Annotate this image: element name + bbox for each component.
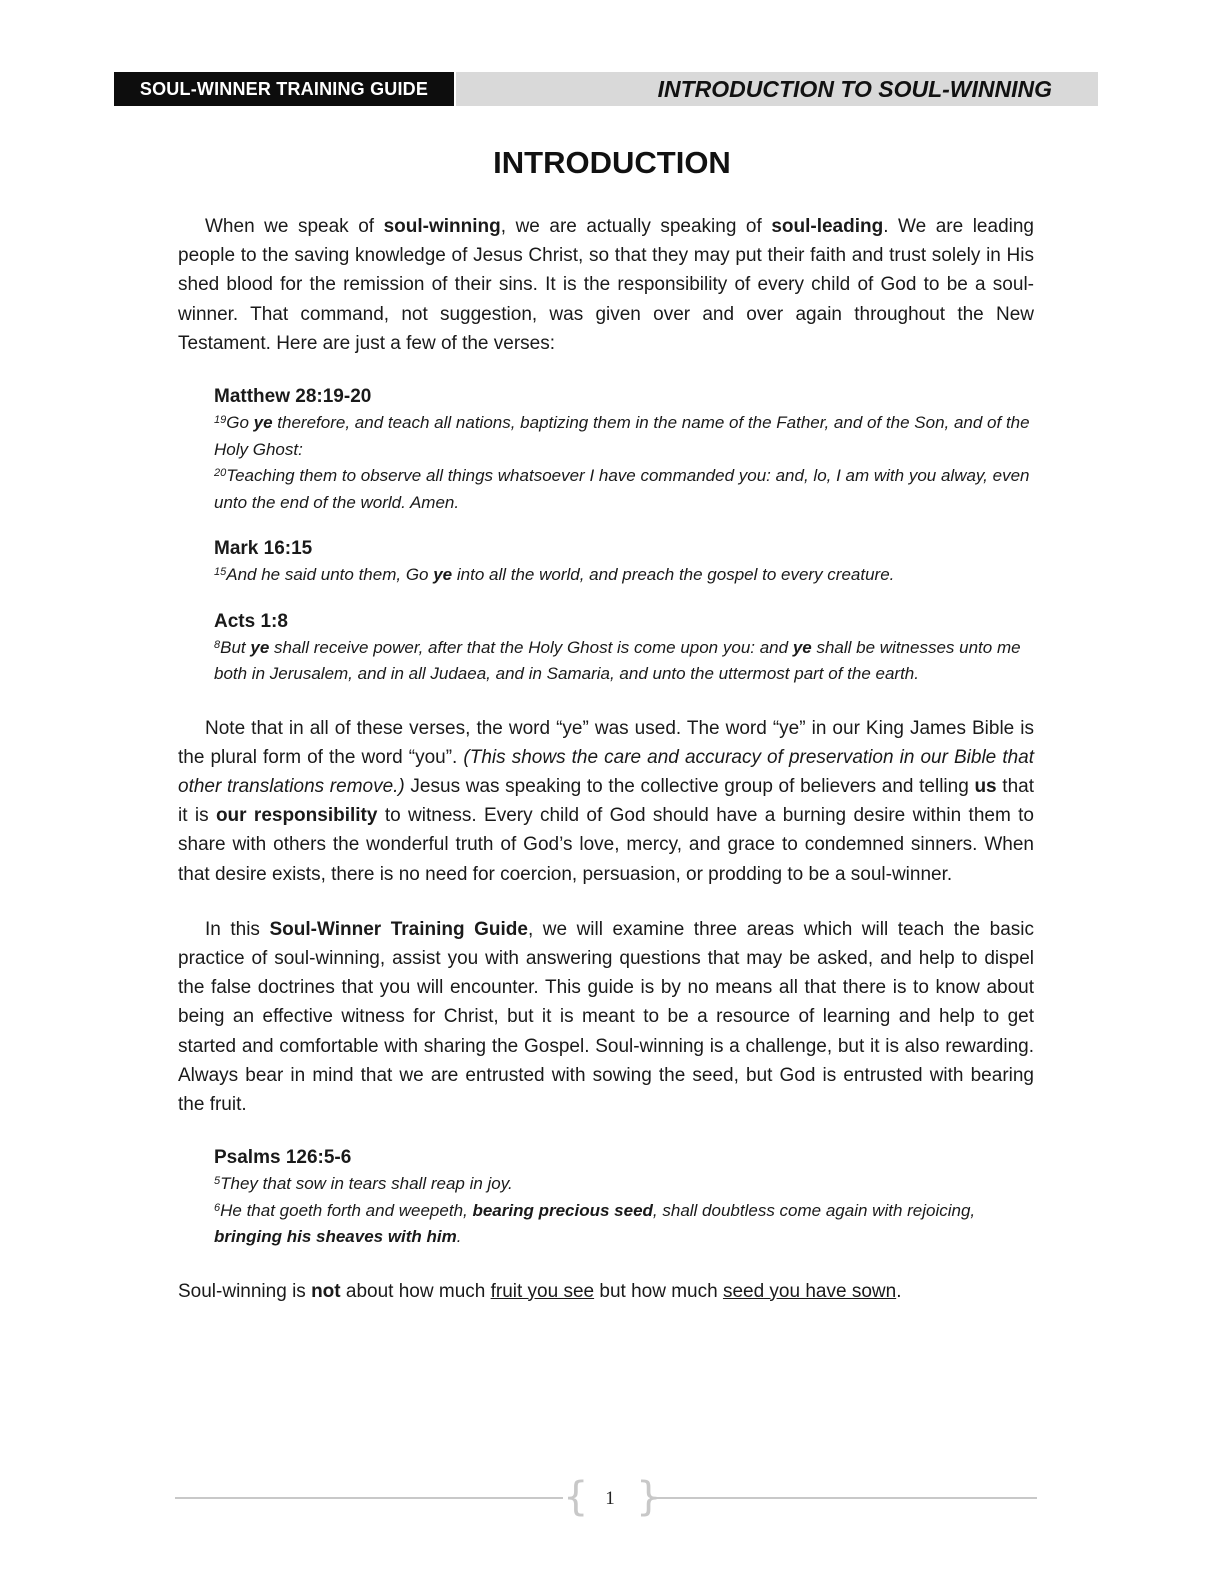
footer-rule-left (175, 1497, 563, 1499)
verse-block-matthew (214, 384, 1034, 516)
footer-rule-right (650, 1497, 1037, 1499)
verse-text: $^6$He that goeth forth and weepeth, bearing precious seed, shall doubtless come again with rejoicing, bringing his sheaves with him. (214, 1200, 976, 1247)
note-paragraph: Note that in all of these verses, the word “ye” was used. The word “ye” in our King James Bible is the plural form of the word “you”. (This shows the care and accuracy of preservation in our Bible that other translations remove.) Jesus was speaking to the collective group of believers and telling us that it is our responsibility to witness. Every child of God should have a burning desire within them to share with others the wonderful truth of God’s love, mercy, and grace to condemned sinners. When that desire exists, there is no need for coercion, persuasion, or prodding to be a soul-winner. (178, 717, 1035, 885)
header-section-title: INTRODUCTION TO SOUL-WINNING (657, 76, 1052, 102)
header-guide-title: SOUL-WINNER TRAINING GUIDE (114, 72, 456, 106)
verse-text: $^5$They that sow in tears shall reap in joy. (214, 1174, 513, 1194)
intro-paragraph: When we speak of soul-winning, we are actually speaking of soul-leading. We are leading people to the saving knowledge of Jesus Christ, so that they may put their faith and trust solely in His shed blood for the remission of their sins. It is the responsibility of every child of God to be a soul-winner. That command, not suggestion, was given over and over again throughout the New Testament. Here are just a few of the verses: (178, 216, 1034, 354)
verse-text: $^{15}$And he said unto them, Go ye into all the world, and preach the gospel to every creature. (214, 565, 895, 585)
footer-bracket-left: { (563, 1474, 589, 1520)
verse-block-acts (214, 609, 1034, 688)
verse-block-psalms (214, 1145, 1034, 1251)
verse-reference: Matthew 28:19-20 (214, 386, 372, 408)
verse-text: $^{20}$Teaching them to observe all things whatsoever I have commanded you: and, lo, I am with you alway, even unto the end of the world. Amen. (214, 466, 1030, 512)
verse-reference: Psalms 126:5-6 (214, 1147, 352, 1169)
page-title: INTRODUCTION (493, 145, 731, 180)
closing-statement: Soul-winning is not about how much fruit you see but how much seed you have sown. (178, 1280, 902, 1302)
footer-bracket-right: } (636, 1474, 662, 1520)
guide-paragraph: In this Soul-Winner Training Guide, we will examine three areas which will teach the basic practice of soul-winning, assist you with answering questions that may be asked, and help to dispel the false doctrines that you will encounter. This guide is by no means all that there is to know about being an effective witness for Christ, but it is meant to be a resource of learning and help to get started and comfortable with sharing the Gospel. Soul-winning is a challenge, but it is also rewarding. Always bear in mind that we are entrusted with sowing the seed, but God is entrusted with bearing the fruit. (178, 918, 1034, 1115)
page-body (178, 212, 1034, 1306)
verse-reference: Acts 1:8 (214, 610, 288, 632)
verse-block-mark (214, 536, 1034, 589)
verse-reference: Mark 16:15 (214, 538, 313, 560)
verse-text: $^{19}$Go ye therefore, and teach all nations, baptizing them in the name of the Father, and of the Son, and of the Holy Ghost: (214, 413, 1030, 459)
verse-text: $^8$But ye shall receive power, after that the Holy Ghost is come upon you: and ye shall be witnesses unto me both in Jerusalem, and in all Judaea, and in Samaria, and unto the uttermost part of the earth. (214, 637, 1021, 684)
page-number: 1 (605, 1488, 615, 1509)
